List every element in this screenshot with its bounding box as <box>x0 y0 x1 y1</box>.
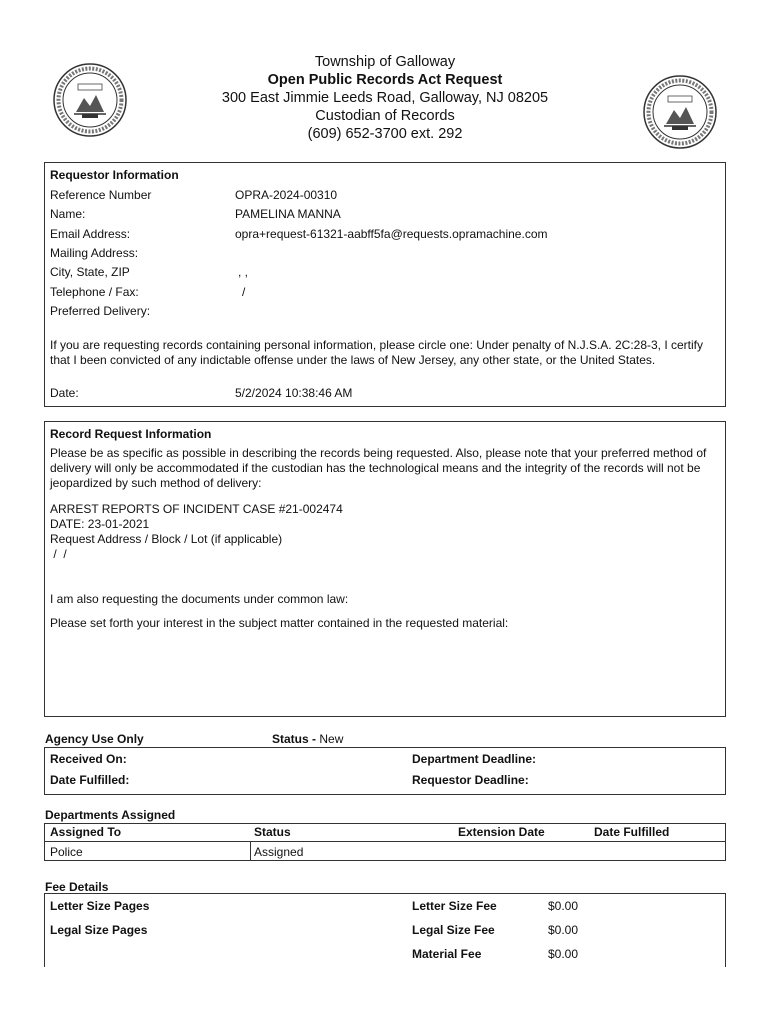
dept-header-date-fulfilled: Date Fulfilled <box>594 825 670 839</box>
request-description-line2: DATE: 23-01-2021 <box>50 517 150 531</box>
request-address-value: / / <box>50 547 67 561</box>
date-value: 5/2/2024 10:38:46 AM <box>235 386 353 400</box>
agency-status-label: Status - <box>272 732 317 746</box>
agency-section-title: Agency Use Only <box>45 732 144 746</box>
header-form-title: Open Public Records Act Request <box>267 72 503 88</box>
dept-row-assigned-to: Police <box>50 845 83 859</box>
legal-size-fee-label: Legal Size Fee <box>412 923 495 937</box>
interest-text: Please set forth your interest in the subject matter contained in the requested material: <box>50 616 509 630</box>
agency-status <box>272 732 343 747</box>
material-fee-label: Material Fee <box>412 947 482 961</box>
letter-size-fee-value: $0.00 <box>548 899 579 913</box>
header-township: Township of Galloway <box>314 54 456 70</box>
fee-section-title: Fee Details <box>45 880 109 894</box>
reference-label: Reference Number <box>50 188 152 202</box>
date-label: Date: <box>50 386 79 400</box>
reference-value: OPRA-2024-00310 <box>235 188 338 202</box>
city-state-zip-value: , , <box>238 265 249 279</box>
name-value: PAMELINA MANNA <box>235 207 341 221</box>
request-description-line1: ARREST REPORTS OF INCIDENT CASE #21-002474 <box>50 502 343 516</box>
request-address-label: Request Address / Block / Lot (if applicable) <box>50 532 283 546</box>
letter-size-pages-label: Letter Size Pages <box>50 899 150 913</box>
township-seal-right-icon <box>642 74 718 150</box>
name-label: Name: <box>50 207 86 221</box>
material-fee-value: $0.00 <box>548 947 579 961</box>
received-on-label: Received On: <box>50 752 127 766</box>
mailing-address-label: Mailing Address: <box>50 246 139 260</box>
agency-status-value: New <box>319 732 344 746</box>
telephone-label: Telephone / Fax: <box>50 285 139 299</box>
date-fulfilled-label: Date Fulfilled: <box>50 773 130 787</box>
record-instructions: Please be as specific as possible in describing the records being requested. Also, please note that your preferred method of delivery will only be accommodated if the custodian has the technological means and the integrity of the records will not be jeopardized by such method of delivery: <box>50 446 707 490</box>
email-value: opra+request-61321-aabff5fa@requests.opramachine.com <box>235 227 548 241</box>
requestor-section-title: Requestor Information <box>50 168 179 182</box>
township-seal-left-icon <box>52 62 128 138</box>
agency-use-box <box>44 747 726 795</box>
certification-text: If you are requesting records containing personal information, please circle one: Under penalty of N.J.S.A. 2C:28-3, I certify that I been convicted of any indictable offense under the laws of New Jersey, any other state, or the United States. <box>50 338 704 367</box>
record-section-title: Record Request Information <box>50 427 212 441</box>
requestor-deadline-label: Requestor Deadline: <box>412 773 529 787</box>
city-state-zip-label: City, State, ZIP <box>50 265 130 279</box>
header-custodian: Custodian of Records <box>315 108 455 124</box>
departments-section-title: Departments Assigned <box>45 808 176 822</box>
header-address: 300 East Jimmie Leeds Road, Galloway, NJ 08205 <box>221 90 549 106</box>
email-label: Email Address: <box>50 227 131 241</box>
legal-size-pages-label: Legal Size Pages <box>50 923 148 937</box>
telephone-value: / <box>242 285 246 299</box>
common-law-text: I am also requesting the documents under common law: <box>50 592 349 606</box>
dept-header-assigned-to: Assigned To <box>50 825 122 839</box>
letter-size-fee-label: Letter Size Fee <box>412 899 497 913</box>
legal-size-fee-value: $0.00 <box>548 923 579 937</box>
dept-row-status: Assigned <box>254 845 304 859</box>
header-phone: (609) 652-3700 ext. 292 <box>307 126 463 142</box>
dept-header-status: Status <box>254 825 291 839</box>
department-deadline-label: Department Deadline: <box>412 752 537 766</box>
dept-header-extension-date: Extension Date <box>458 825 545 839</box>
preferred-delivery-label: Preferred Delivery: <box>50 304 151 318</box>
